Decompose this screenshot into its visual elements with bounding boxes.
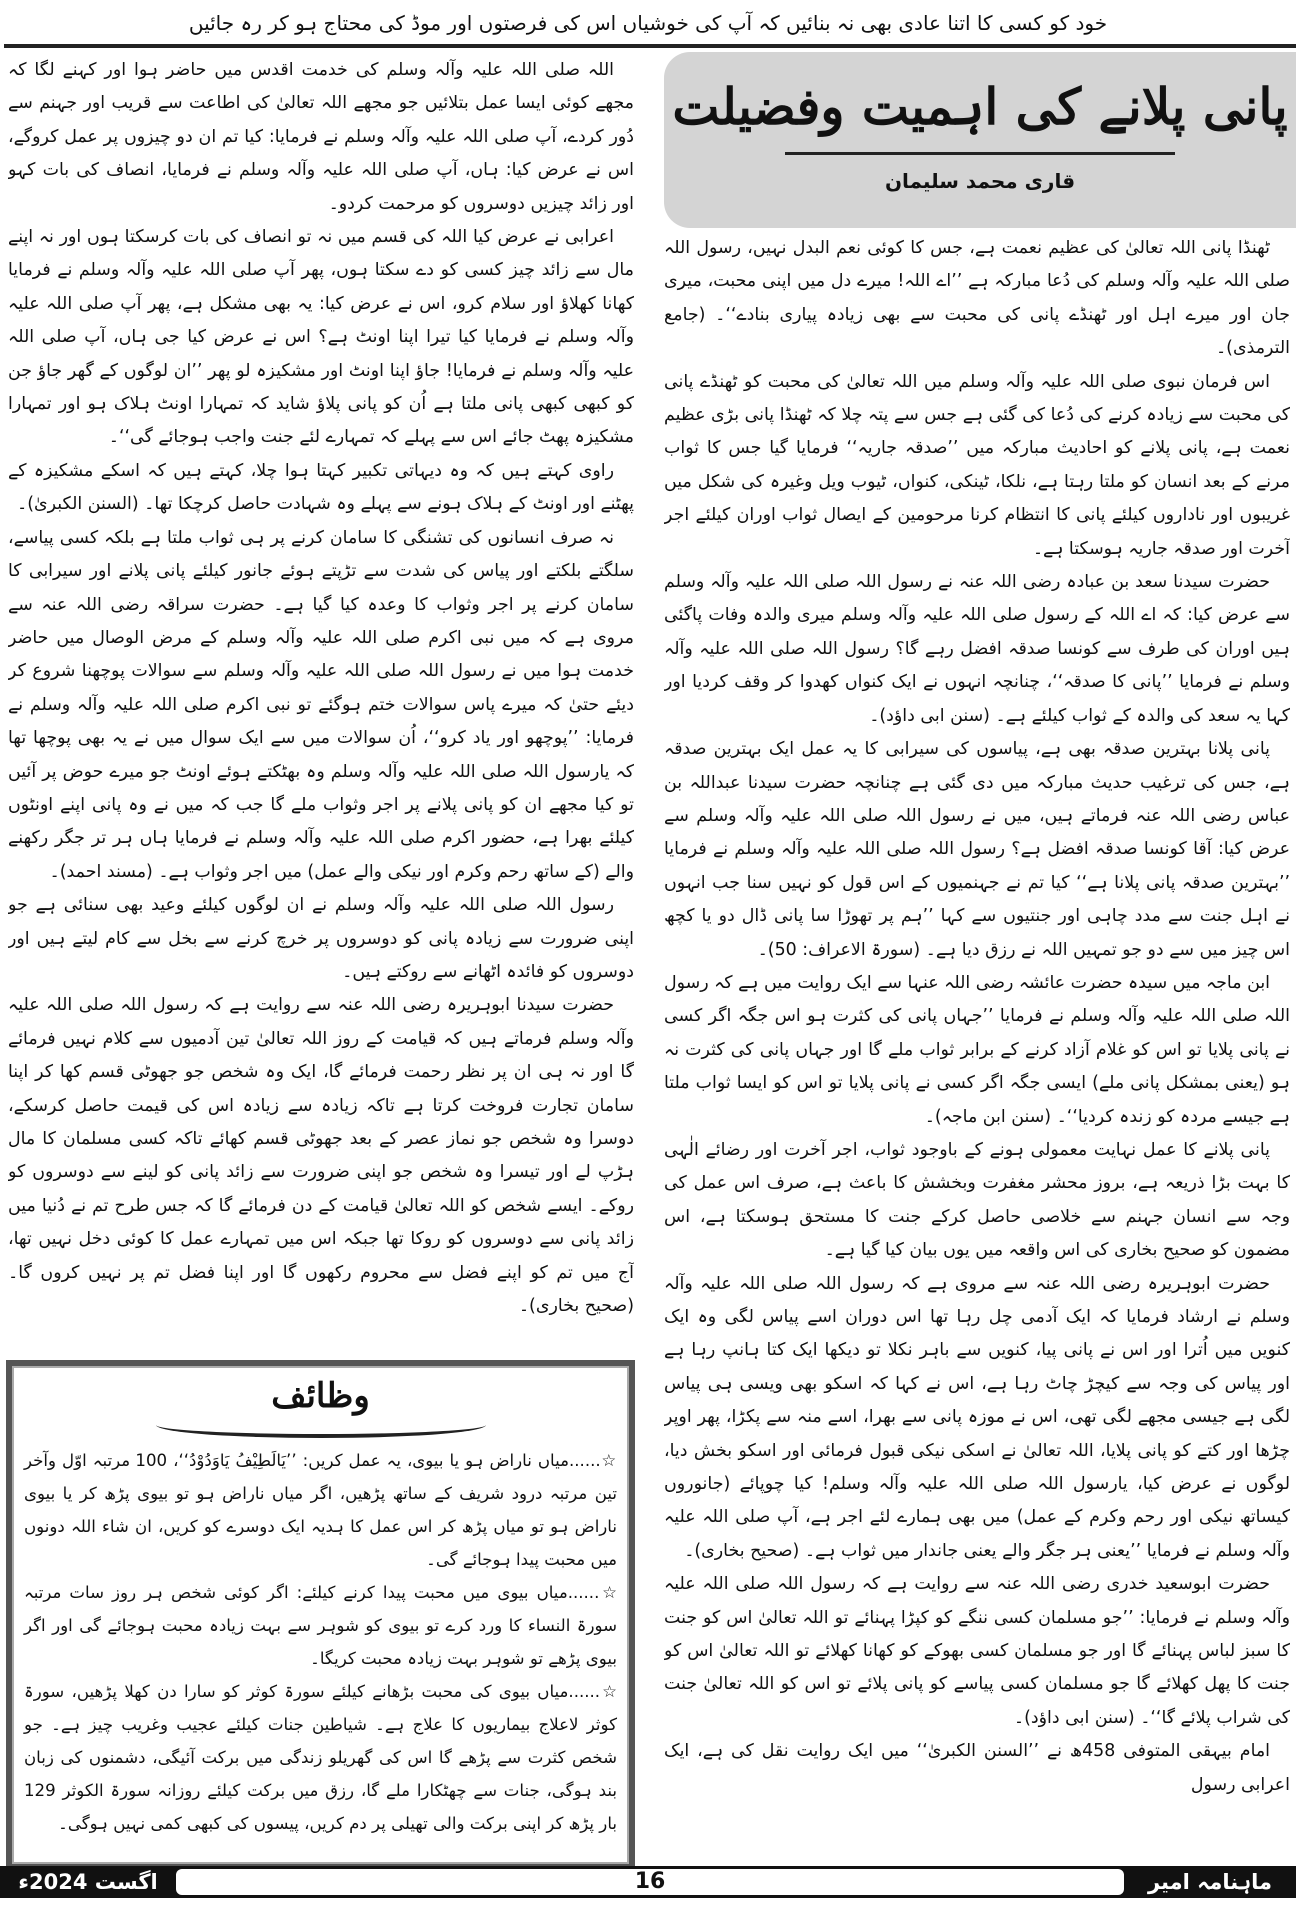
- paragraph: حضرت سیدنا ابوہریرہ رضی اللہ عنہ سے روایت ہے کہ رسول اللہ صلی اللہ علیہ وآلہ وسلم فرماتے ہیں کہ قیامت کے روز اللہ تعالیٰ تین آدمیوں سے کلام نہیں فرمائے گا اور نہ ہی ان پر نظر رحمت فرمائے گا، ایک وہ شخص جو جھوٹی قسم کھا کر اپنا سامان تجارت فروخت کرتا ہے تاکہ زیادہ سے زیادہ اس کی قیمت حاصل کرسکے، دوسرا وہ شخص جو نماز عصر کے بعد جھوٹی قسم کھائے تاکہ کسی مسلمان کا مال ہڑپ لے اور تیسرا وہ شخص جو اپنی ضرورت سے زائد پانی کو لینے سے دوسروں کو روکے۔ ایسے شخص کو اللہ تعالیٰ قیامت کے دن فرمائے گا کہ جس طرح تم نے دُنیا میں زائد پانی سے دوسروں کو روکا تھا جبکہ اس میں تمہارے عمل کا کوئی دخل نہیں تھا، آج میں تم کو اپنے فضل سے محروم رکھوں گا اور اپنا فضل تم پر نہیں کروں گا۔ (صحیح بخاری)۔: [8, 995, 634, 1317]
- paragraph: اللہ صلی اللہ علیہ وآلہ وسلم کی خدمت اقدس میں حاضر ہوا اور کہنے لگا کہ مجھے کوئی ایسا عمل بتلائیں جو مجھے اللہ تعالیٰ کی اطاعت سے قریب اور جہنم سے دُور کردے، آپ صلی اللہ علیہ وآلہ وسلم نے فرمایا: کیا تم ان دو چیزوں پر عمل کروگے، اس نے عرض کیا: ہاں، آپ صلی اللہ علیہ وآلہ وسلم نے فرمایا، انصاف کی بات کہو اور زائد چیزیں دوسروں کو مرحمت کردو۔: [8, 60, 634, 214]
- running-header: خود کو کسی کا اتنا عادی بھی نہ بنائیں کہ آپ کی خوشیاں اس کی فرصتوں اور موڈ کی محتاج ہو کر رہ جائیں: [188, 11, 1108, 35]
- wazaif-list: [12, 1444, 629, 1840]
- wazaif-item: ☆......میاں ناراض ہو یا بیوی، یہ عمل کریں: ’’یَالَطِیْفُ یَاوَدُوْدُ‘‘، 100 مرتبہ اوّل وآخر تین مرتبہ درود شریف کے ساتھ پڑھیں، اگر میاں ناراض ہو تو بیوی پڑھ کر یا بیوی ناراض ہو تو میاں پڑھ کر اس عمل کا ہدیہ ایک دوسرے کو کریں، ان شاء اللہ دونوں میں محبت پیدا ہوجائے گی۔: [24, 1451, 618, 1569]
- page-footer: [0, 1866, 1296, 1926]
- paragraph: ابن ماجہ میں سیدہ حضرت عائشہ رضی اللہ عنہا سے ایک روایت میں ہے کہ رسول اللہ صلی اللہ علیہ وآلہ وسلم نے فرمایا ’’جہاں پانی کی کثرت ہو اس جگہ اگر کسی نے پانی پلایا تو اس کو غلام آزاد کرنے کے برابر ثواب ملے گا اور جہاں پانی کی کثرت نہ ہو (یعنی بمشکل پانی ملے) ایسی جگہ اگر کسی نے پانی پلایا تو اس کو ایسا ثواب ملتا ہے جیسے مردہ کو زندہ کردیا‘‘۔ (سنن ابن ماجہ)۔: [664, 972, 1290, 1127]
- paragraph: رسول اللہ صلی اللہ علیہ وآلہ وسلم نے ان لوگوں کیلئے وعید بھی سنائی ہے جو اپنی ضرورت سے زیادہ پانی کو دوسروں پر خرچ کرنے سے بخل سے کام لیتے ہیں اور دوسروں کو فائدہ اٹھانے سے روکتے ہیں۔: [8, 895, 634, 982]
- article-title-box: [664, 52, 1296, 228]
- paragraph: حضرت ابوہریرہ رضی اللہ عنہ سے مروی ہے کہ رسول اللہ صلی اللہ علیہ وآلہ وسلم نے ارشاد فرمایا کہ ایک آدمی چل رہا تھا اس دوران اسے پیاس لگی وہ ایک کنویں میں اُترا اور اس نے پانی پیا، کنویں سے باہر نکلا تو دیکھا ایک کتا ہانپ رہا ہے اور پیاس کی وجہ سے کیچڑ چاٹ رہا ہے، اس نے کہا کہ اسکو بھی ویسی ہی پیاس لگی ہے جیسی مجھے لگی تھی، اس نے موزہ پانی سے بھرا، اسے منہ سے پکڑا، پھر اوپر چڑھا اور کتے کو پانی پلایا، اللہ تعالیٰ نے اسکی نیکی قبول فرمائی اور اسکو بخش دیا، لوگوں نے عرض کیا، یارسول اللہ صلی اللہ علیہ وآلہ وسلم! کیا چوپائے (جانوروں کیساتھ نیکی اور رحم وکرم کے عمل) میں بھی ہمارے لئے اجر ہے، آپ صلی اللہ علیہ وآلہ وسلم نے فرمایا ’’یعنی ہر جگر والے یعنی جاندار میں ثواب ہے۔ (صحیح بخاری)۔: [664, 1273, 1290, 1561]
- paragraph: امام بیہقی المتوفی 458ھ نے ’’السنن الکبریٰ‘‘ میں ایک روایت نقل کی ہے، ایک اعرابی رسول: [664, 1741, 1290, 1795]
- paragraph: پانی پلانے کا عمل نہایت معمولی ہونے کے باوجود ثواب، اجر آخرت اور رضائے الٰہی کا بہت بڑا ذریعہ ہے، بروز محشر مغفرت وبخشش کا باعث ہے، صرف اس عمل کی وجہ سے انسان جہنم سے خلاصی حاصل کرکے جنت کا مستحق ہوسکتا ہے، اس مضمون کو صحیح بخاری کی اس واقعہ میں یوں بیان کیا گیا ہے۔: [664, 1139, 1290, 1261]
- magazine-name: ماہنامہ امیر ملت: [1147, 1870, 1273, 1926]
- paragraph: حضرت ابوسعید خدری رضی اللہ عنہ سے روایت ہے کہ رسول اللہ صلی اللہ علیہ وآلہ وسلم نے فرمایا: ’’جو مسلمان کسی ننگے کو کپڑا پہنائے تو اللہ تعالیٰ اس کو جنت کا سبز لباس پہنائے گا اور جو مسلمان کسی بھوکے کو کھانا کھلائے تو اللہ تعالیٰ اس کو جنت کا پھل کھلائے گا جو مسلمان کسی پیاسے کو پانی پلائے تو اس کو اللہ تعالیٰ جنت کی شراب پلائے گا‘‘۔ (سنن ابی داؤد)۔: [664, 1574, 1290, 1728]
- wazaif-item: ☆......میاں بیوی کی محبت بڑھانے کیلئے سورۃ کوثر کو سارا دن کھلا پڑھیں، سورۃ کوثر لاعلاج بیماریوں کا علاج ہے۔ شیاطین جنات کیلئے عجیب وغریب چیز ہے۔ جو شخص کثرت سے پڑھے گا اس کی گھریلو زندگی میں برکت آئیگی، دشمنوں کی زبان بند ہوگی، جنات سے چھٹکارا ملے گا، رزق میں برکت کیلئے روزانہ سورۃ الکوثر 129 بار پڑھ کر اپنی برکت والی تھیلی پر دم کریں، پیسوں کی کبھی کمی نہیں ہوگی۔: [24, 1682, 617, 1833]
- wazaif-box: [6, 1360, 635, 1870]
- paragraph: پانی پلانا بہترین صدقہ بھی ہے، پیاسوں کی سیرابی کا یہ عمل ایک بہترین صدقہ ہے، جس کی ترغیب حدیث مبارکہ میں دی گئی ہے چنانچہ حضرت سیدنا عبداللہ بن عباس رضی اللہ عنہ فرماتے ہیں، میں نے رسول اللہ صلی اللہ علیہ وآلہ وسلم سے عرض کیا: آقا کونسا صدقہ افضل ہے؟ رسول اللہ صلی اللہ علیہ وآلہ وسلم نے فرمایا ’’بہترین صدقہ پانی پلانا ہے‘‘ کیا تم نے جہنمیوں کے اس قول کو نہیں سنا جب انہوں نے اہل جنت سے مدد چاہی اور جنتیوں سے کہا ’’ہم پر تھوڑا سا پانی ڈال دو یا کچھ اس چیز میں سے دو جو تمہیں اللہ نے رزق دیا ہے۔ (سورۃ الاعراف: 50)۔: [664, 739, 1290, 960]
- paragraph: راوی کہتے ہیں کہ وہ دیہاتی تکبیر کہتا ہوا چلا، کہتے ہیں کہ اسکے مشکیزہ کے پھٹنے اور اونٹ کے ہلاک ہونے سے پہلے وہ شہادت حاصل کرچکا تھا۔ (السنن الکبریٰ)۔: [8, 460, 634, 515]
- paragraph: نہ صرف انسانوں کی تشنگی کا سامان کرنے پر ہی ثواب ملتا ہے بلکہ کسی پیاسے، سلگتے بلکتے اور پیاس کی شدت سے تڑپتے ہوئے جانور کیلئے پانی پلانے اور سیرابی کا سامان کرنے پر اجر وثواب کا وعدہ کیا گیا ہے۔ حضرت سراقہ رضی اللہ عنہ سے مروی ہے کہ میں نبی اکرم صلی اللہ علیہ وآلہ وسلم کے مرض الوصال میں حاضر خدمت ہوا میں نے رسول اللہ صلی اللہ علیہ وآلہ وسلم سے سوالات پوچھنا شروع کر دیئے حتیٰ کہ میرے پاس سوالات ختم ہوگئے تو نبی اکرم صلی اللہ علیہ وآلہ وسلم نے فرمایا: ’’پوچھو اور یاد کرو‘‘، اُن سوالات میں سے ایک سوال میں نے یہ بھی پوچھا تھا کہ یارسول اللہ صلی اللہ علیہ وآلہ وسلم وہ بھٹکتے ہوئے اونٹ جو میرے حوض پر آئیں تو کیا مجھے ان کو پانی پلانے پر اجر وثواب ملے گا جب کہ میں نے وہ پانی اپنے اونٹوں کیلئے بھرا ہے، حضور اکرم صلی اللہ علیہ وآلہ وسلم نے فرمایا ہاں ہر تر جگر رکھنے والے (کے ساتھ رحم وکرم اور نیکی والے عمل) میں اجر وثواب ہے۔ (مسند احمد)۔: [8, 527, 634, 882]
- paragraph: اس فرمان نبوی صلی اللہ علیہ وآلہ وسلم میں اللہ تعالیٰ کی محبت کو ٹھنڈے پانی کی محبت سے زیادہ کرنے کی دُعا کی گئی ہے جس سے پتہ چلا کہ ٹھنڈا پانی بڑی عظیم نعمت ہے، پانی پلانے کو احادیث مبارکہ میں ’’صدقہ جاریہ‘‘ فرمایا گیا جس کا ثواب مرنے کے بعد انسان کو ملتا رہتا ہے، نلکا، ٹینکی، کنواں، ٹیوب ویل وغیرہ کی شکل میں غریبوں اور ناداروں کیلئے پانی کا انتظام کرنا مرحومین کے ایصال ثواب اوران کیلئے اجر آخرت اور صدقہ جاریہ ہوسکتا ہے۔: [664, 371, 1290, 559]
- title-divider: [785, 152, 1175, 155]
- issue-date: اگست 2024ء: [18, 1870, 158, 1894]
- left-text-column: [8, 54, 634, 1344]
- article-title: پانی پلانے کی اہمیت وفضیلت: [672, 77, 1288, 136]
- right-text-column: [664, 232, 1290, 1832]
- paragraph: اعرابی نے عرض کیا اللہ کی قسم میں نہ تو انصاف کی بات کرسکتا ہوں اور نہ اپنے مال سے زائد چیز کسی کو دے سکتا ہوں، پھر آپ صلی اللہ علیہ وآلہ وسلم نے فرمایا کھانا کھلاؤ اور سلام کرو، اس نے عرض کیا: یہ بھی مشکل ہے، پھر آپ صلی اللہ علیہ وآلہ وسلم نے فرمایا کیا تیرا اپنا اونٹ ہے؟ اس نے عرض کیا جی ہاں، آپ صلی اللہ علیہ وآلہ وسلم نے فرمایا! جاؤ اپنا اونٹ اور مشکیزہ لو پھر ’’ان لوگوں کے گھر جاؤ جن کو کبھی کبھی پانی ملتا ہے اُن کو پانی پلاؤ شاید کہ تمہارا اونٹ ہلاک ہو اور تمہارا مشکیزہ پھٹ جائے اس سے پہلے کہ تمہارے لئے جنت واجب ہوجائے گی‘‘۔: [8, 227, 634, 448]
- page-number: 16: [176, 1869, 1124, 1895]
- header-divider: [4, 44, 1296, 48]
- wazaif-item: ☆......میاں بیوی میں محبت پیدا کرنے کیلئے: اگر کوئی شخص ہر روز سات مرتبہ سورۃ النساء کا ورد کرے تو بیوی کو شوہر سے بہت زیادہ محبت ہوجائے گی اور اگر بیوی پڑھے تو شوہر بہت زیادہ محبت کریگا۔: [24, 1583, 617, 1668]
- paragraph: ٹھنڈا پانی اللہ تعالیٰ کی عظیم نعمت ہے، جس کا کوئی نعم البدل نہیں، رسول اللہ صلی اللہ علیہ وآلہ وسلم کی دُعا مبارکہ ہے ’’اے اللہ! میرے دل میں اپنی محبت، میری جان اور میرے اہل اور ٹھنڈے پانی کی محبت سے بھی زیادہ پیاری بنادے‘‘۔ (جامع الترمذی)۔: [664, 238, 1290, 359]
- paragraph: حضرت سیدنا سعد بن عبادہ رضی اللہ عنہ نے رسول اللہ صلی اللہ علیہ وآلہ وسلم سے عرض کیا: کہ اے اللہ کے رسول صلی اللہ علیہ وآلہ وسلم میری والدہ وفات پاگئی ہیں اوران کی طرف سے کونسا صدقہ افضل رہے گا؟ رسول اللہ صلی اللہ علیہ وآلہ وسلم نے فرمایا ’’پانی کا صدقہ‘‘، چنانچہ انہوں نے ایک کنواں کھدوا کر وقف کردیا اور کہا یہ سعد کی والدہ کے ثواب کیلئے ہے۔ (سنن ابی داؤد)۔: [664, 572, 1290, 726]
- wazaif-title: وظائف: [271, 1376, 370, 1416]
- article-author: قاری محمد سلیمان: [884, 169, 1076, 193]
